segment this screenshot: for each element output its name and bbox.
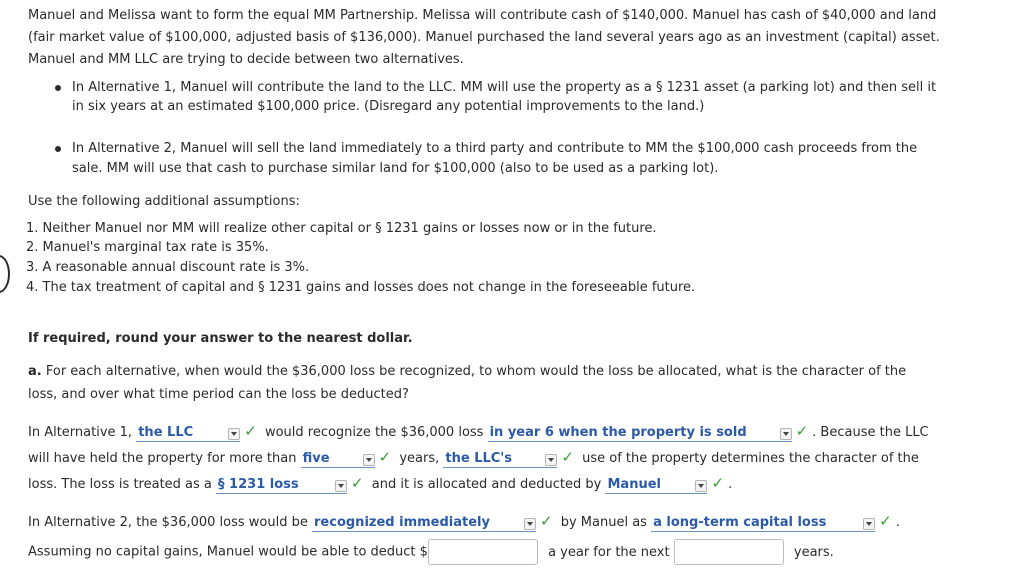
assumption-4: 4. The tax treatment of capital and § 1231 gains and losses does not change in the foreseeable future. xyxy=(26,280,696,295)
when-recognized-dropdown[interactable] xyxy=(488,425,792,442)
alt1-line-2: in six years at an estimated $100,000 price. (Disregard any potential improvements to the land.) xyxy=(72,99,705,114)
check-icon: ✓ xyxy=(378,448,392,466)
answer-line-2 xyxy=(28,447,919,469)
dropdown-value: Manuel xyxy=(607,477,661,492)
question-a-line-1 xyxy=(28,362,906,382)
dropdown-value: recognized immediately xyxy=(314,515,490,530)
assumptions-header: Use the following additional assumptions: xyxy=(28,194,300,209)
check-icon: ✓ xyxy=(244,422,257,440)
check-icon: ✓ xyxy=(540,512,553,530)
rounding-instruction: If required, round your answer to the nearest dollar. xyxy=(28,331,413,346)
answer-line-4 xyxy=(28,511,900,533)
answer-text: Assuming no capital gains, Manuel would be able to deduct $ xyxy=(28,544,428,560)
loss-type-dropdown[interactable] xyxy=(216,477,347,494)
answer-text: . Because the LLC xyxy=(812,425,929,440)
answer-text: would recognize the $36,000 loss xyxy=(264,425,484,440)
whose-use-dropdown[interactable] xyxy=(443,451,557,468)
intro-line-2: (fair market value of $100,000, adjusted basis of $136,000). Manuel purchased the land several years ago as an investment (capital) asset. xyxy=(28,30,940,45)
chevron-down-icon[interactable] xyxy=(780,428,792,440)
answer-line-5 xyxy=(28,539,834,565)
answer-text: by Manuel as xyxy=(560,515,647,530)
chevron-down-icon[interactable] xyxy=(545,454,557,466)
answer-line-1 xyxy=(28,421,929,443)
chevron-down-icon[interactable] xyxy=(695,480,707,492)
answer-line-3 xyxy=(28,473,732,495)
question-a-line-2: loss, and over what time period can the loss be deducted? xyxy=(28,387,409,402)
answer-text: loss. The loss is treated as a xyxy=(28,477,212,492)
check-icon: ✓ xyxy=(351,474,364,492)
answer-text: In Alternative 2, the $36,000 loss would be xyxy=(28,515,308,530)
chevron-down-icon[interactable] xyxy=(363,454,375,466)
assumption-2: 2. Manuel's marginal tax rate is 35%. xyxy=(26,240,269,255)
years-input[interactable] xyxy=(674,539,784,565)
check-icon: ✓ xyxy=(711,474,725,492)
check-icon: ✓ xyxy=(795,422,809,440)
answer-text: use of the property determines the character of the xyxy=(582,451,919,466)
dropdown-value: in year 6 when the property is sold xyxy=(489,425,747,440)
question-label: a. xyxy=(28,364,42,379)
check-icon: ✓ xyxy=(879,512,892,530)
check-icon: ✓ xyxy=(561,448,574,466)
chevron-down-icon[interactable] xyxy=(335,480,347,492)
allocated-to-dropdown[interactable] xyxy=(605,477,707,494)
answer-text: years, xyxy=(399,451,440,466)
intro-line-3: Manuel and MM LLC are trying to decide between two alternatives. xyxy=(28,52,464,67)
chevron-down-icon[interactable] xyxy=(524,518,536,530)
deduct-amount-input[interactable] xyxy=(428,539,538,565)
alt2-line-2: sale. MM will use that cash to purchase similar land for $100,000 (also to be used as a parking lot). xyxy=(72,161,719,176)
question-text-1: For each alternative, when would the $36,000 loss be recognized, to whom would the loss be allocated, what is the character of the xyxy=(45,364,907,379)
chevron-down-icon[interactable] xyxy=(863,518,875,530)
answer-text: . xyxy=(728,477,733,492)
alt1-line-1: In Alternative 1, Manuel will contribute the land to the LLC. MM will use the property as a § 1231 asset (a parking lot) and then sell it xyxy=(72,80,937,95)
alt2-timing-dropdown[interactable] xyxy=(312,515,536,532)
alt2-line-1: In Alternative 2, Manuel will sell the land immediately to a third party and contribute to MM the $100,000 cash proceeds from the xyxy=(72,141,918,156)
who-recognizes-dropdown[interactable] xyxy=(136,425,240,442)
assumption-1: 1. Neither Manuel nor MM will realize other capital or § 1231 gains or losses now or in the future. xyxy=(26,221,657,236)
intro-line-1: Manuel and Melissa want to form the equal MM Partnership. Melissa will contribute cash of $140,000. Manuel has cash of $40,000 and land xyxy=(28,8,937,23)
chevron-down-icon[interactable] xyxy=(228,428,240,440)
edge-bracket xyxy=(0,255,10,293)
bullet-icon xyxy=(55,146,61,152)
dropdown-value: the LLC's xyxy=(445,451,513,466)
answer-text: . xyxy=(895,515,900,530)
answer-text: will have held the property for more than xyxy=(28,451,297,466)
assumption-3: 3. A reasonable annual discount rate is 3%. xyxy=(26,260,310,275)
bullet-icon xyxy=(55,85,61,91)
answer-text: In Alternative 1, xyxy=(28,425,133,440)
alt2-character-dropdown[interactable] xyxy=(651,515,875,532)
dropdown-value: § 1231 loss xyxy=(218,477,299,492)
answer-text: and it is allocated and deducted by xyxy=(371,477,602,492)
answer-text: years. xyxy=(793,544,834,560)
answer-text: a year for the next xyxy=(548,544,670,560)
dropdown-value: a long-term capital loss xyxy=(653,515,827,530)
dropdown-value: the LLC xyxy=(138,425,194,440)
dropdown-value: five xyxy=(302,451,330,466)
holding-period-dropdown[interactable] xyxy=(301,451,375,468)
